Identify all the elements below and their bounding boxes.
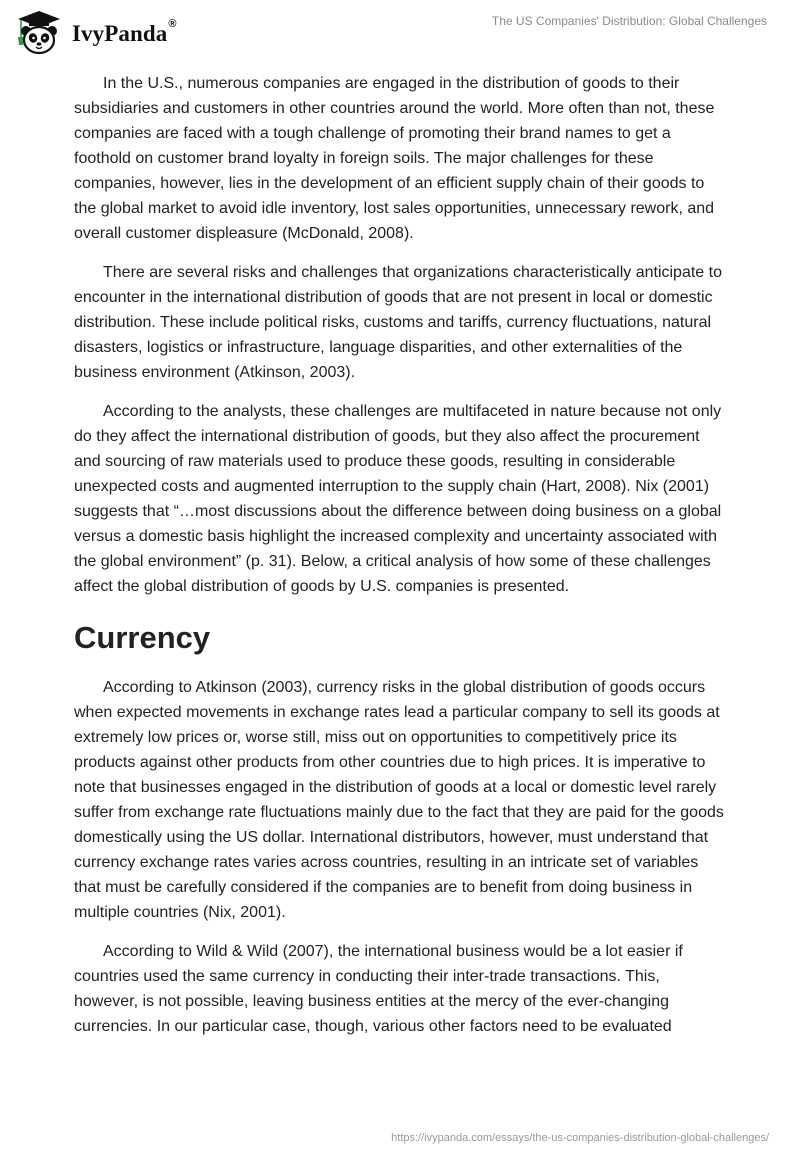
brand-name-text: IvyPanda (72, 21, 168, 46)
brand-logo[interactable] (14, 10, 177, 56)
page-title: The US Companies' Distribution: Global Challenges (491, 14, 767, 28)
page-header (0, 0, 800, 64)
registered-mark: ® (168, 18, 177, 30)
panda-graduate-icon (14, 10, 64, 56)
paragraph: In the U.S., numerous companies are engaged in the distribution of goods to their subsidiaries and customers in other countries around the world. More often than not, these companies are faced with a tough challenge of promoting their brand names to get a foothold on customer brand loyalty in foreign soils. The major challenges for these companies, however, lies in the development of an efficient supply chain of their goods to the global market to avoid idle inventory, lost sales opportunities, unnecessary rework, and overall customer displeasure (McDonald, 2008). (74, 75, 715, 242)
paragraph: According to the analysts, these challenges are multifaceted in nature because not only do they affect the international distribution of goods, but they also affect the procurement and sourcing of raw materials used to produce these goods, resulting in considerable unexpected costs and augmented interruption to the supply chain (Hart, 2008). Nix (2001) suggests that “…most discussions about the difference between doing business on a global versus a domestic basis highlight the increased complexity and uncertainty associated with the global environment” (p. 31). Below, a critical analysis of how some of these challenges affect the global distribution of goods by U.S. companies is presented. (74, 403, 722, 595)
section-heading: Currency (74, 620, 211, 655)
paragraph: According to Wild & Wild (2007), the international business would be a lot easier if countries used the same currency in conducting their inter-trade transactions. This, however, is not possible, leaving business entities at the mercy of the ever-changing currencies. In our particular case, though, various other factors need to be evaluated (74, 943, 683, 1035)
source-url[interactable]: https://ivypanda.com/essays/the-us-companies-distribution-global-challenges/ (391, 1132, 769, 1144)
brand-name (72, 18, 177, 47)
paragraph: According to Atkinson (2003), currency risks in the global distribution of goods occurs when expected movements in exchange rates lead a particular company to sell its goods at extremely low prices or, worse still, miss out on opportunities to competitively price its products against other products from other countries due to high prices. It is imperative to note that businesses engaged in the distribution of goods at a local or domestic level rarely suffer from exchange rate fluctuations mainly due to the fact that they are paid for the goods domestically using the US dollar. International distributors, however, must understand that currency exchange rates varies across countries, resulting in an intricate set of variables that must be carefully considered if the companies are to benefit from doing business in multiple countries (Nix, 2001). (74, 679, 724, 921)
paragraph: There are several risks and challenges that organizations characteristically anticipate to encounter in the international distribution of goods that are not present in local or domestic distribution. These include political risks, customs and tariffs, currency fluctuations, natural disasters, logistics or infrastructure, language disparities, and other externalities of the business environment (Atkinson, 2003). (74, 264, 722, 381)
article-body (74, 71, 724, 1053)
